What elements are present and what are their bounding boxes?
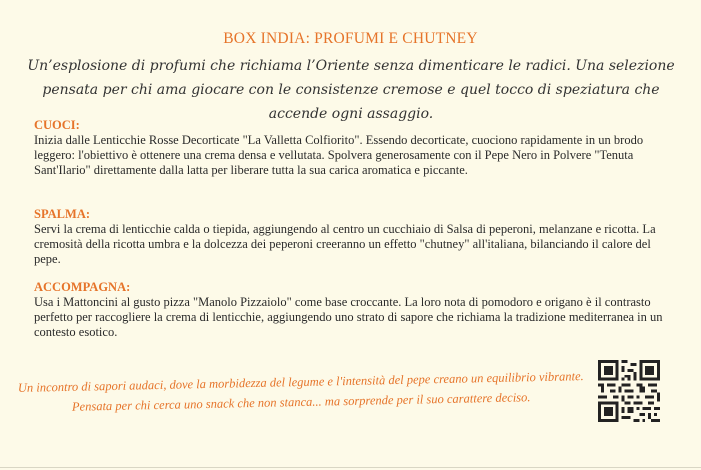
section-body: Usa i Mattoncini al gusto pizza "Manolo Pizzaiolo" come base croccante. La loro nota di pomodoro e origano è il contrasto perfetto per raccogliere la crema di lenticchie, aggiungendo uno strato di sapore che richiama la tradizione mediterranea in un contesto esotico. bbox=[34, 295, 663, 339]
section-heading: CUOCI: bbox=[34, 118, 80, 132]
bottom-divider bbox=[0, 467, 701, 468]
card-title: BOX INDIA: PROFUMI E CHUTNEY bbox=[223, 30, 478, 47]
card-footer: Un incontro di sapori audaci, dove la morbidezza del legume e l'intensità del pepe creano un equilibrio vibrante. Pensata per chi cerca uno snack che non stanca... ma sorprende per il suo carattere deciso. bbox=[17, 369, 584, 414]
section-accompagna bbox=[34, 280, 670, 340]
section-spalma bbox=[34, 207, 670, 267]
section-body: Inizia dalle Lenticchie Rosse Decorticate "La Valletta Colfiorito". Essendo decorticate, cuociono rapidamente in un brodo leggero: l'obiettivo è ottenere una crema densa e vellutata. Spolvera generosamente con il Pepe Nero in Polvere "Tenuta Sant'Ilario" direttamente dalla latta per liberare tutta la sua carica aromatica e piccante. bbox=[34, 133, 644, 177]
section-heading: SPALMA: bbox=[34, 207, 91, 221]
section-cuoci bbox=[34, 118, 670, 178]
qr-code-icon[interactable] bbox=[598, 360, 660, 422]
card-intro: Un’esplosione di profumi che richiama l’Oriente senza dimenticare le radici. Una selezione pensata per chi ama giocare con le consistenze cremose e quel tocco di speziatura che accende ogni assaggio. bbox=[27, 58, 675, 122]
section-heading: ACCOMPAGNA: bbox=[34, 280, 131, 294]
section-body: Servi la crema di lenticchie calda o tiepida, aggiungendo al centro un cucchiaio di Salsa di peperoni, melanzane e ricotta. La cremosità della ricotta umbra e la dolcezza dei peperoni creeranno un effetto "chutney" all'italiana, bilanciando il calore del pepe. bbox=[34, 222, 656, 266]
